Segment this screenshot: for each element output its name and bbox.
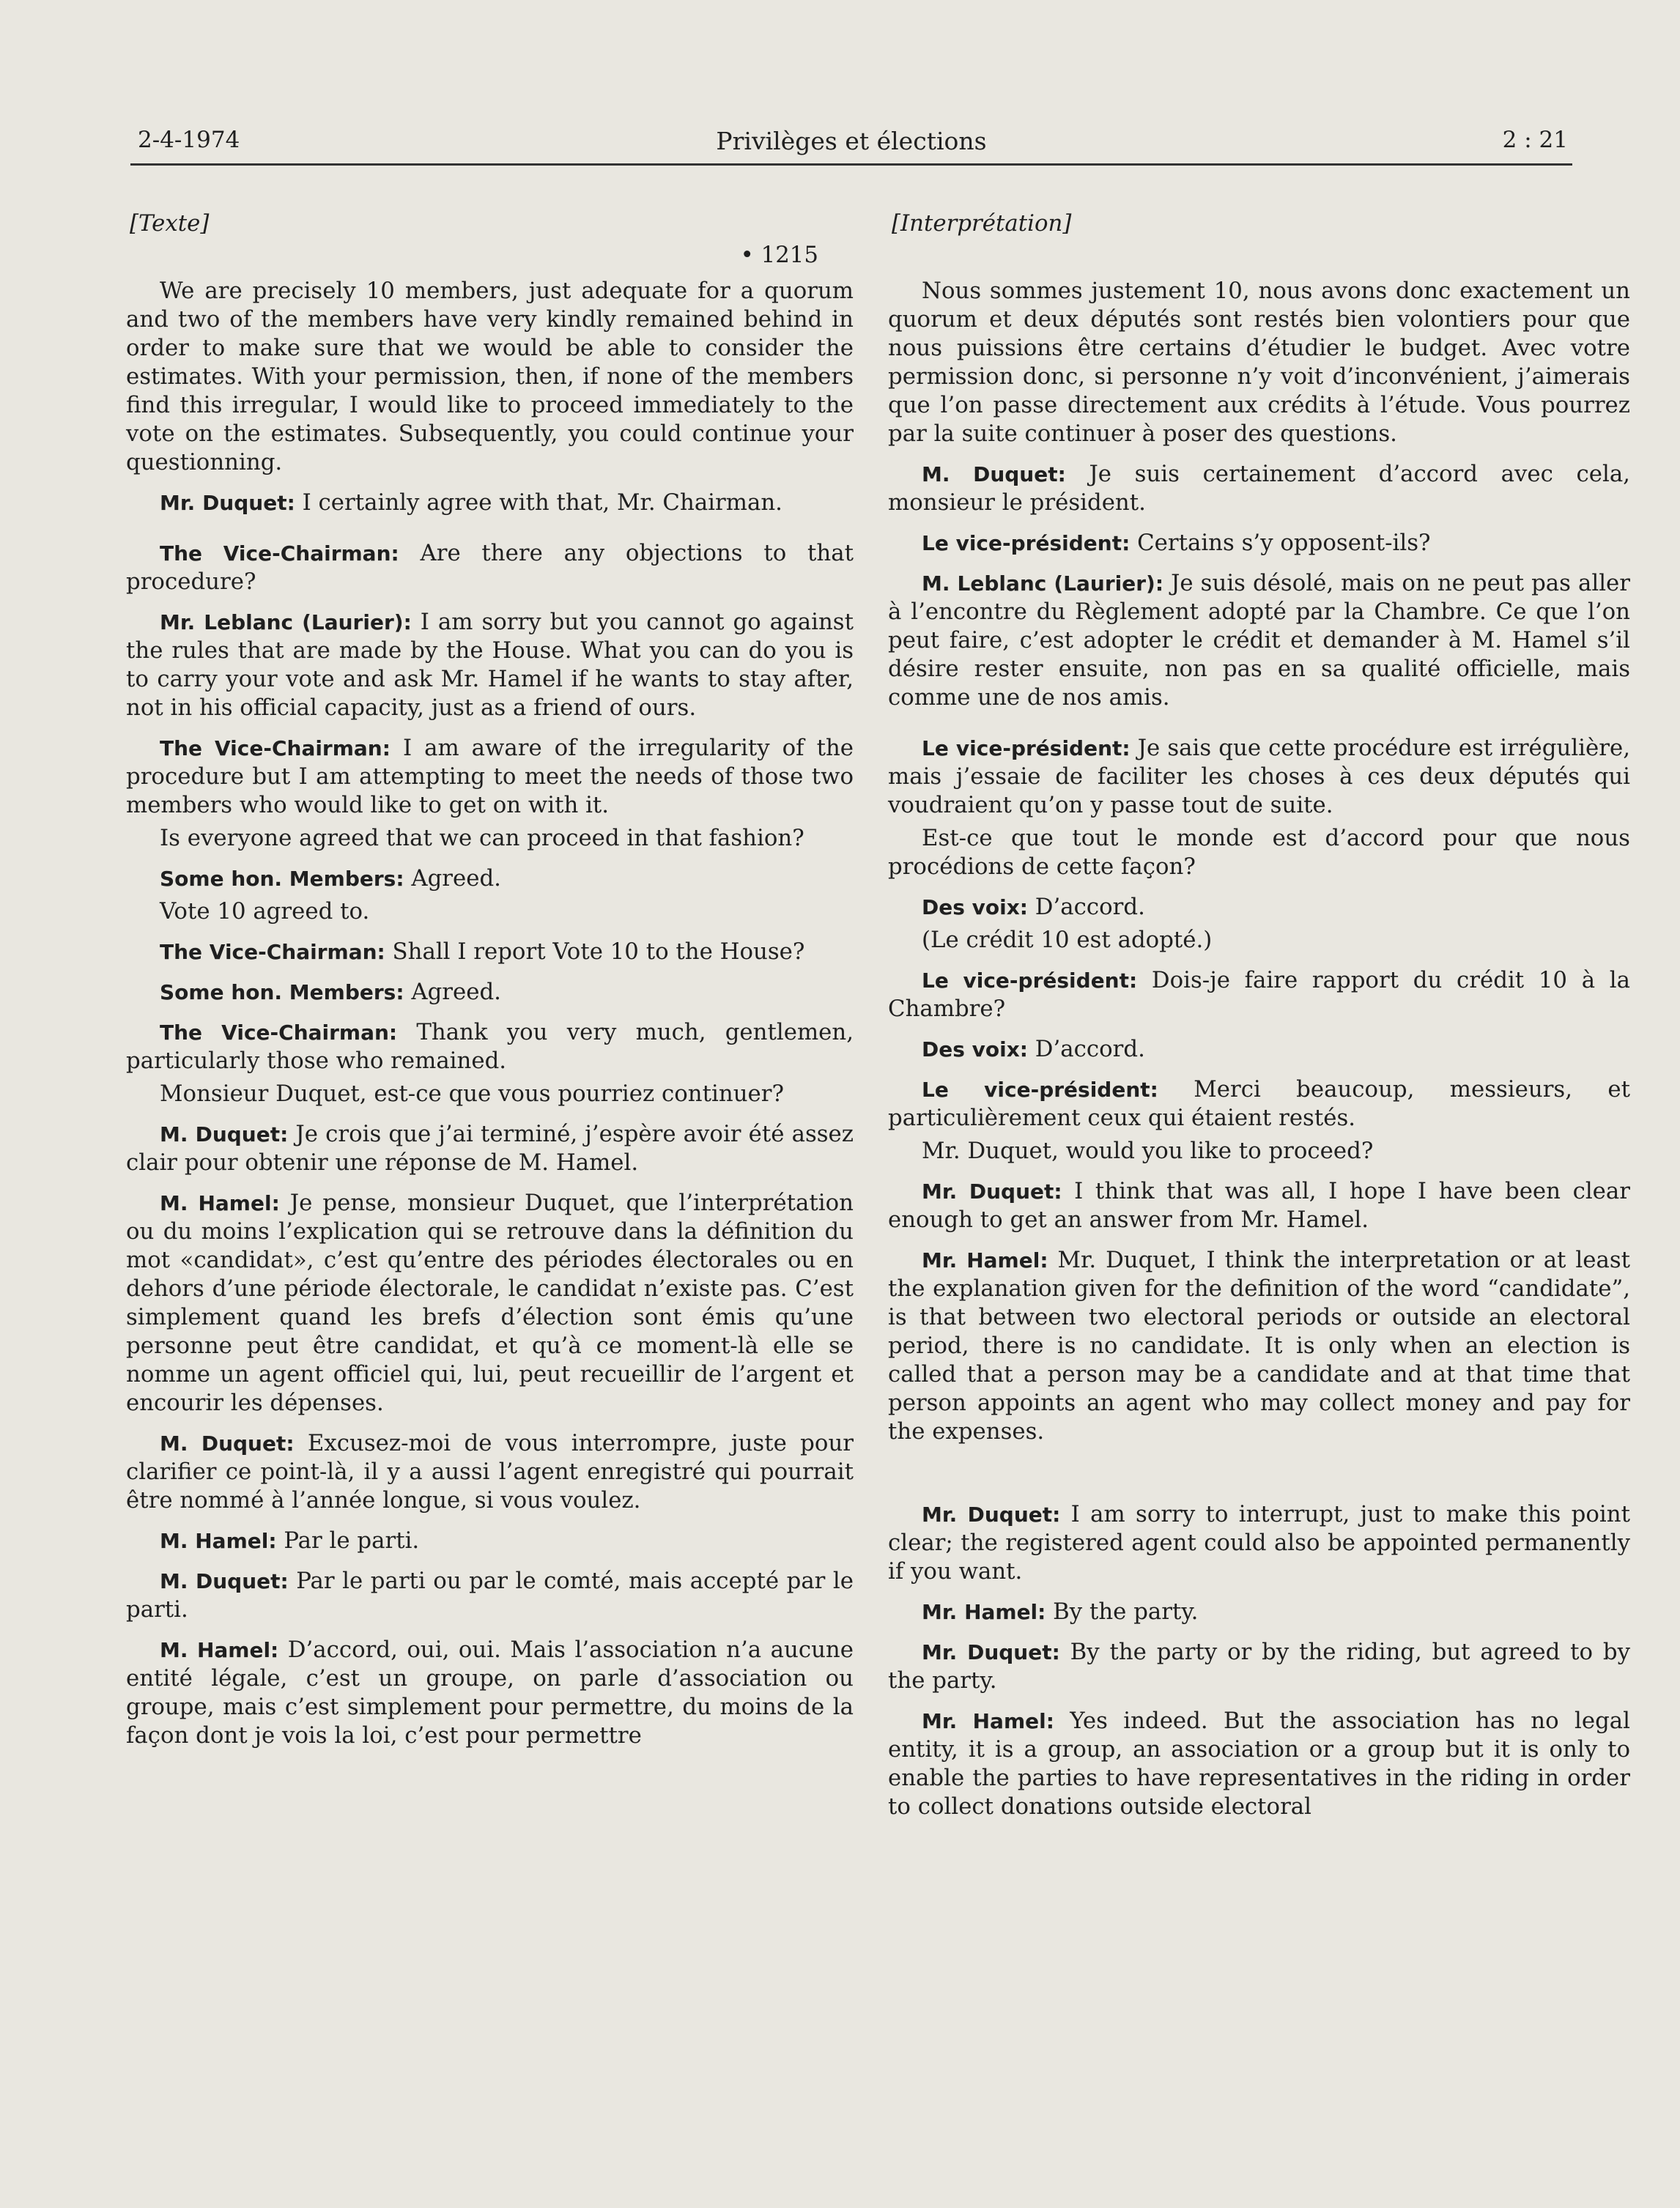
paragraph: Mr. Duquet: By the party or by the riding, but agreed to by the party. — [888, 1639, 1630, 1694]
speaker: Some hon. Members: — [160, 867, 404, 891]
paragraph: Des voix: D’accord. — [922, 1036, 1145, 1062]
paragraph: M. Hamel: Par le parti. — [160, 1527, 420, 1554]
speaker: Mr. Duquet: — [922, 1179, 1062, 1204]
paragraph: Is everyone agreed that we can proceed in that fashion? — [160, 825, 804, 851]
speaker: Le vice-président: — [922, 968, 1138, 993]
speaker: M. Hamel: — [160, 1529, 277, 1553]
speaker: M. Duquet: — [922, 462, 1066, 486]
paragraph: Vote 10 agreed to. — [160, 898, 370, 925]
speaker: Some hon. Members: — [160, 980, 404, 1004]
paragraph: M. Leblanc (Laurier): Je suis désolé, mais on ne peut pas aller à l’encontre du Règlement adopté par la Chambre. Ce que l’on peut faire, c’est adopter le crédit et demander à M. Hamel s’il désire rester ensuite, non pas en sa qualité officielle, mais comme une de nos amis. — [888, 570, 1631, 711]
paragraph: M. Hamel: Je pense, monsieur Duquet, que l’interprétation ou du moins l’explication qui se retrouve dans la définition du mot «candidat», c’est qu’entre des périodes électorales ou en dehors d’une période électorale, le candidat n’existe pas. C’est simplement quand les brefs d’élection sont émis qu’une personne peut être candidat, et qu’à ce moment-là elle se nomme un agent officiel qui, lui, peut recueillir de l’argent et encourir les dépenses. — [126, 1190, 854, 1416]
paragraph: M. Duquet: Excusez-moi de vous interrompre, juste pour clarifier ce point-là, il y a aussi l’agent enregistré qui pourrait être nommé à l’année longue, si vous voulez. — [126, 1430, 854, 1514]
speaker: The Vice-Chairman: — [160, 1020, 398, 1045]
paragraph: Mr. Hamel: Mr. Duquet, I think the interpretation or at least the explanation given for the definition of the word “candidate”, is that between two electoral periods or outside an electoral period, there is no candidate. It is only when an election is called that a person may be a candidate and at that time that person appoints an agent who may collect money and pay for the expenses. — [888, 1247, 1631, 1445]
speaker: Mr. Hamel: — [922, 1248, 1048, 1272]
paragraph: The Vice-Chairman: Are there any objections to that procedure? — [126, 540, 854, 595]
right-column — [888, 207, 1630, 1833]
paragraph: Mr. Hamel: Yes indeed. But the association has no legal entity, it is a group, an association or a group but it is only to enable the parties to have representatives in the riding in order to collect donations outside electoral — [888, 1708, 1630, 1820]
speaker: M. Duquet: — [160, 1122, 289, 1146]
speaker: Des voix: — [922, 895, 1028, 919]
speaker: Mr. Hamel: — [922, 1709, 1054, 1733]
paragraph: Le vice-président: Je sais que cette procédure est irrégulière, mais j’essaie de faciliter les choses à ces deux députés qui voudraient qu’on y passe tout de suite. — [888, 735, 1630, 818]
speaker: The Vice-Chairman: — [160, 940, 385, 964]
speaker: The Vice-Chairman: — [160, 736, 391, 760]
speaker: Le vice-président: — [922, 531, 1131, 555]
speaker: Mr. Hamel: — [922, 1600, 1046, 1624]
paragraph: Some hon. Members: Agreed. — [160, 865, 501, 892]
speaker: Mr. Duquet: — [160, 491, 295, 515]
paragraph: Le vice-président: Merci beaucoup, messieurs, et particulièrement ceux qui étaient restés. — [888, 1076, 1630, 1131]
speaker: M. Hamel: — [160, 1638, 279, 1662]
speaker: Mr. Leblanc (Laurier): — [160, 610, 412, 634]
speaker: M. Duquet: — [160, 1431, 295, 1456]
paragraph: Mr. Duquet: I think that was all, I hope I have been clear enough to get an answer from Mr. Hamel. — [888, 1178, 1630, 1233]
paragraph: Des voix: D’accord. — [922, 894, 1145, 920]
speaker: M. Hamel: — [160, 1191, 280, 1215]
section-marker: [Texte] — [130, 210, 210, 237]
speaker: Le vice-président: — [922, 736, 1131, 760]
timestamp-spacer — [888, 241, 1595, 270]
paragraph: Est-ce que tout le monde est d’accord pour que nous procédions de cette façon? — [888, 825, 1630, 880]
paragraph: (Le crédit 10 est adopté.) — [922, 927, 1213, 953]
paragraph: Mr. Hamel: By the party. — [922, 1598, 1199, 1625]
paragraph: Mr. Duquet: I am sorry to interrupt, just to make this point clear; the registered agent could also be appointed permanently if you want. — [888, 1501, 1630, 1585]
paragraph: The Vice-Chairman: Thank you very much, gentlemen, particularly those who remained. — [126, 1019, 854, 1074]
header-date: 2-4-1974 — [138, 127, 240, 153]
paragraph: Monsieur Duquet, est-ce que vous pourriez continuer? — [160, 1081, 784, 1107]
page-header — [130, 121, 1572, 166]
paragraph: The Vice-Chairman: Shall I report Vote 10 to the House? — [160, 938, 805, 965]
paragraph: The Vice-Chairman: I am aware of the irregularity of the procedure but I am attempting to meet the needs of those two members who would like to get on with it. — [126, 735, 854, 818]
paragraph: Some hon. Members: Agreed. — [160, 979, 501, 1005]
paragraph: Le vice-président: Certains s’y opposent-ils? — [922, 530, 1431, 556]
paragraph: Mr. Leblanc (Laurier): I am sorry but you cannot go against the rules that are made by the House. What you can do you is to carry your vote and ask Mr. Hamel if he wants to stay after, not in his official capacity, just as a friend of ours. — [126, 609, 854, 721]
paragraph: Mr. Duquet, would you like to proceed? — [922, 1138, 1374, 1164]
paragraph: M. Duquet: Par le parti ou par le comté, mais accepté par le parti. — [126, 1568, 854, 1623]
speaker: The Vice-Chairman: — [160, 541, 399, 566]
speaker: Mr. Duquet: — [922, 1503, 1061, 1527]
paragraph: M. Duquet: Je crois que j’ai terminé, j’espère avoir été assez clair pour obtenir une réponse de M. Hamel. — [126, 1121, 854, 1176]
paragraph: Mr. Duquet: I certainly agree with that, Mr. Chairman. — [160, 489, 782, 516]
speaker: Des voix: — [922, 1037, 1028, 1062]
timestamp: • 1215 — [740, 242, 818, 268]
paragraph: We are precisely 10 members, just adequate for a quorum and two of the members have very kindly remained behind in order to make sure that we would be able to consider the estimates. With your permission, then, if none of the members find this irregular, I would like to proceed immediately to the vote on the estimates. Subsequently, you could continue your questionning. — [126, 278, 854, 475]
paragraph: Nous sommes justement 10, nous avons donc exactement un quorum et deux députés sont restés bien volontiers pour que nous puissions être certains d’étudier le budget. Avec votre permission donc, si personne n’y voit d’inconvénient, j’aimerais que l’on passe directement aux crédits à l’étude. Vous pourrez par la suite continuer à poser des questions. — [888, 278, 1630, 447]
paragraph: M. Hamel: D’accord, oui, oui. Mais l’association n’a aucune entité légale, c’est un groupe, on parle d’association ou groupe, mais c’est simplement pour permettre, du moins de la façon dont je vois la loi, c’est pour permettre — [126, 1637, 854, 1749]
speaker: Le vice-président: — [922, 1078, 1158, 1102]
speaker: Mr. Duquet: — [922, 1640, 1060, 1664]
paragraph: M. Duquet: Je suis certainement d’accord avec cela, monsieur le président. — [888, 461, 1630, 516]
left-column — [126, 207, 854, 1762]
paragraph: Le vice-président: Dois-je faire rapport du crédit 10 à la Chambre? — [888, 967, 1630, 1022]
speaker: M. Leblanc (Laurier): — [922, 571, 1164, 596]
header-title: Privilèges et élections — [716, 127, 987, 155]
header-page-number: 2 : 21 — [1502, 127, 1568, 153]
section-marker: [Interprétation] — [892, 210, 1072, 237]
speaker: M. Duquet: — [160, 1569, 289, 1593]
